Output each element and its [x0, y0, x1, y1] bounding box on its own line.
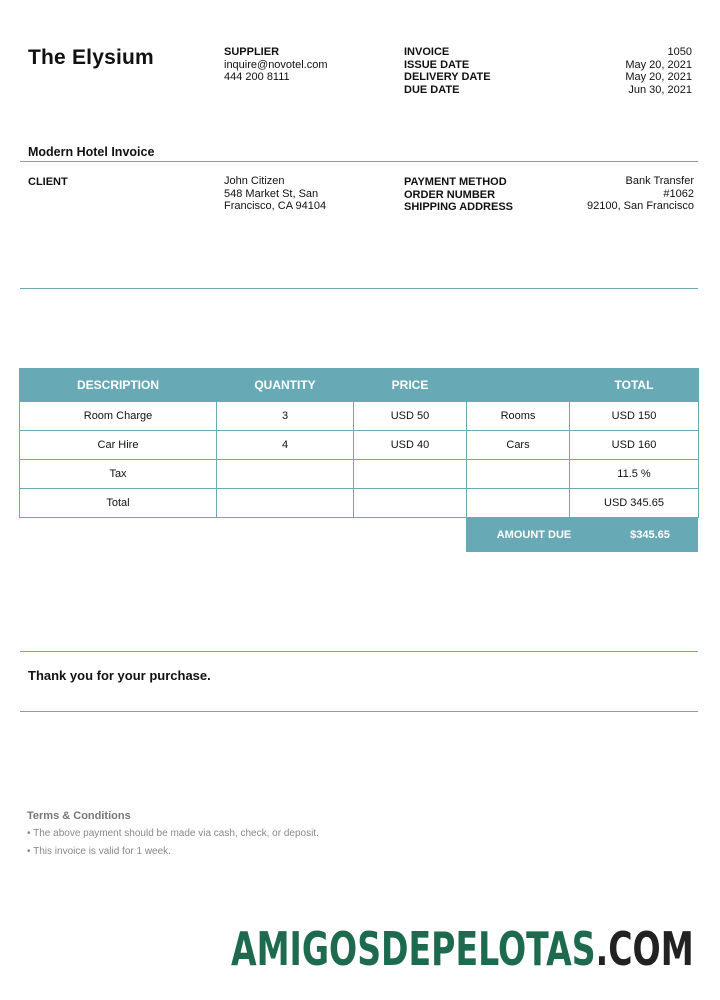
- header-price: PRICE: [354, 369, 467, 402]
- cell-description: Tax: [20, 460, 217, 489]
- line-items-table: [19, 368, 699, 518]
- invoice-meta-values: [625, 46, 692, 96]
- cell-description: Car Hire: [20, 431, 217, 460]
- terms-title: Terms & Conditions: [27, 810, 131, 822]
- cell-unit: [467, 489, 570, 518]
- terms-item: [27, 828, 319, 839]
- amount-due-label: AMOUNT DUE: [496, 528, 572, 541]
- watermark: [231, 922, 694, 976]
- watermark-domain: .COM: [595, 922, 694, 976]
- cell-total: 11.5 %: [570, 460, 699, 489]
- delivery-date: May 20, 2021: [625, 71, 692, 83]
- client-label: CLIENT: [28, 176, 68, 188]
- header-unit: [467, 369, 570, 402]
- cell-total: USD 150: [570, 402, 699, 431]
- bullet-icon: •: [27, 846, 31, 857]
- terms-item-text: The above payment should be made via cash, check, or deposit.: [33, 828, 319, 839]
- cell-unit: Rooms: [467, 402, 570, 431]
- invoice-number: 1050: [667, 46, 692, 58]
- due-date: Jun 30, 2021: [628, 83, 692, 96]
- payment-values: [587, 175, 694, 213]
- divider: [20, 161, 698, 162]
- cell-price: [354, 489, 467, 518]
- divider: [20, 651, 698, 652]
- table-row: [20, 402, 699, 431]
- amount-due-box: [466, 517, 698, 552]
- order-number: #1062: [663, 187, 694, 200]
- invoice-label: INVOICE: [404, 46, 450, 58]
- table-row: [20, 460, 699, 489]
- cell-unit: [467, 460, 570, 489]
- header-total: TOTAL: [570, 369, 699, 402]
- supplier-label: SUPPLIER: [224, 46, 280, 58]
- cell-total: USD 160: [570, 431, 699, 460]
- shipping-address-label: SHIPPING ADDRESS: [404, 201, 514, 213]
- client-address-line1: 548 Market St, San: [224, 187, 319, 200]
- cell-total: USD 345.65: [570, 489, 699, 518]
- cell-price: [354, 460, 467, 489]
- cell-quantity: 4: [217, 431, 354, 460]
- cell-quantity: 3: [217, 402, 354, 431]
- terms-item-text: This invoice is valid for 1 week.: [33, 846, 171, 857]
- client-address-line2: Francisco, CA 94104: [224, 200, 327, 212]
- client-block: [224, 175, 326, 213]
- terms-item: [27, 846, 171, 857]
- cell-unit: Cars: [467, 431, 570, 460]
- cell-quantity: [217, 489, 354, 518]
- issue-date: May 20, 2021: [625, 58, 692, 71]
- payment-method-label: PAYMENT METHOD: [404, 176, 507, 188]
- divider: [20, 288, 698, 289]
- divider: [20, 711, 698, 712]
- payment-method: Bank Transfer: [625, 175, 694, 187]
- thank-you-message: Thank you for your purchase.: [28, 668, 211, 683]
- client-name: John Citizen: [224, 175, 285, 187]
- invoice-meta-labels: [404, 46, 491, 96]
- header-description: DESCRIPTION: [20, 369, 217, 402]
- delivery-date-label: DELIVERY DATE: [404, 71, 491, 83]
- table-row: [20, 431, 699, 460]
- brand-name: The Elysium: [28, 46, 154, 69]
- order-number-label: ORDER NUMBER: [404, 188, 496, 201]
- supplier-block: [224, 46, 328, 84]
- cell-price: USD 50: [354, 402, 467, 431]
- supplier-phone: 444 200 8111: [224, 71, 290, 83]
- watermark-main: AMIGOSDEPELOTAS: [231, 922, 596, 976]
- table-header-row: [20, 369, 699, 402]
- bullet-icon: •: [27, 828, 31, 839]
- supplier-email: inquire@novotel.com: [224, 58, 328, 71]
- due-date-label: DUE DATE: [404, 83, 460, 96]
- shipping-address: 92100, San Francisco: [586, 200, 694, 212]
- payment-labels: [404, 176, 513, 214]
- cell-description: Room Charge: [20, 402, 217, 431]
- cell-description: Total: [20, 489, 217, 518]
- cell-price: USD 40: [354, 431, 467, 460]
- table-row: [20, 489, 699, 518]
- issue-date-label: ISSUE DATE: [404, 58, 470, 71]
- doc-title: Modern Hotel Invoice: [28, 145, 155, 159]
- header-quantity: QUANTITY: [217, 369, 354, 402]
- amount-due-value: $345.65: [630, 528, 670, 541]
- cell-quantity: [217, 460, 354, 489]
